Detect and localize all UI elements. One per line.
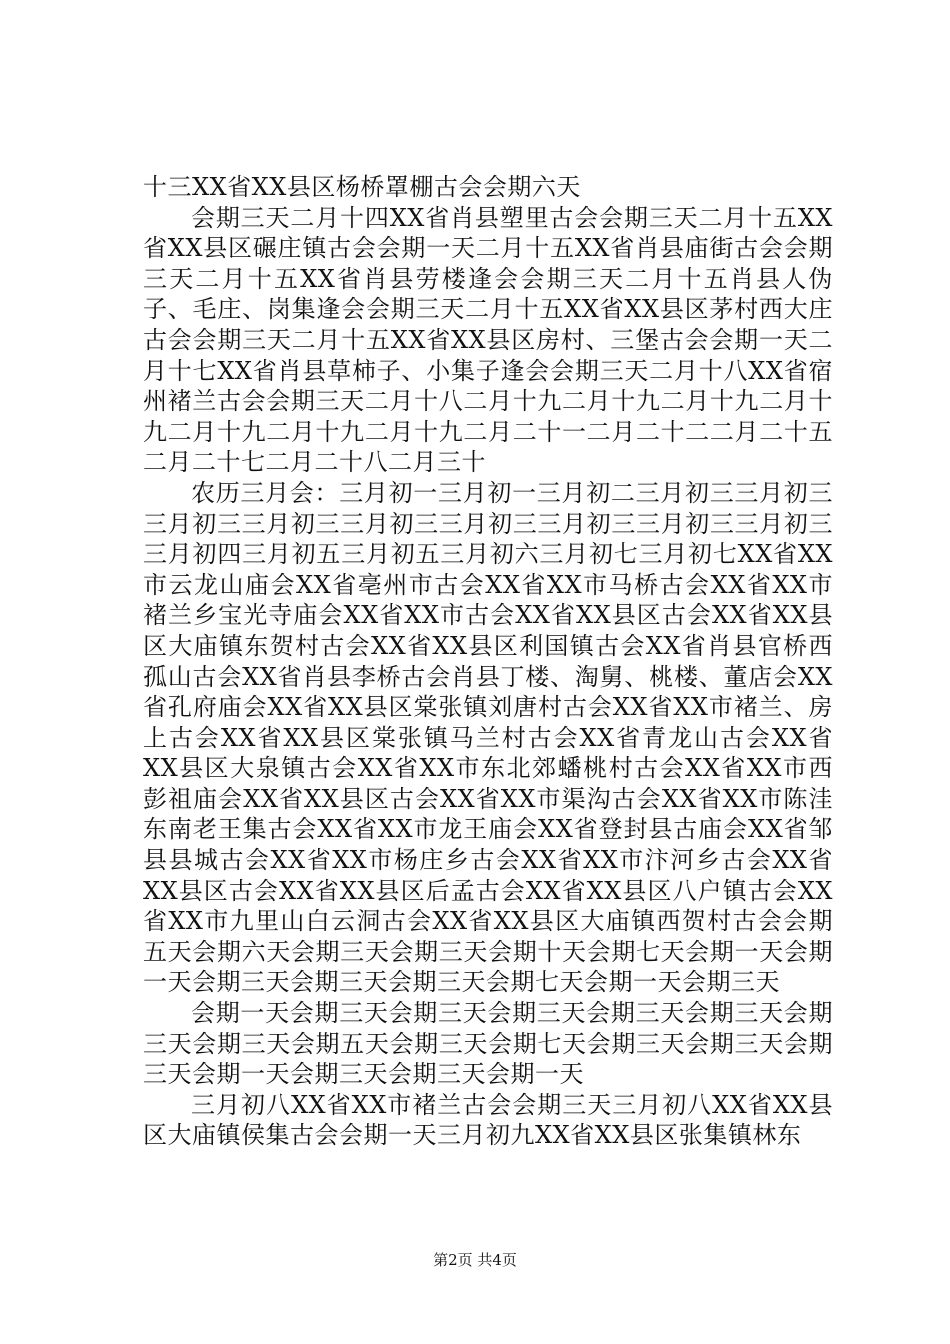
paragraph-5: 三月初八XX省XX市褚兰古会会期三天三月初八XX省XX县区大庙镇侯集古会会期一天三月初九XX省XX县区张集镇林东 — [143, 1090, 833, 1150]
page-number-footer: 第2页 共4页 — [433, 1251, 517, 1269]
paragraph-3: 农历三月会：三月初一三月初一三月初二三月初三三月初三三月初三三月初三三月初三三月初三三月初三三月初三三月初三三月初四三月初五三月初五三月初六三月初七三月初七XX省XX市云龙山庙会XX省亳州市古会XX省XX市马桥古会XX省XX市褚兰乡宝光寺庙会XX省XX市古会XX省XX县区古会XX省XX县区大庙镇东贺村古会XX省XX县区利国镇古会XX省肖县官桥西孤山古会XX省肖县李桥古会肖县丁楼、淘舅、桃楼、董店会XX省孔府庙会XX省XX县区棠张镇刘唐村古会XX省XX市褚兰、房上古会XX省XX县区棠张镇马兰村古会XX省青龙山古会XX省XX县区大泉镇古会XX省XX市东北郊蟠桃村古会XX省XX市西彭祖庙会XX省XX县区古会XX省XX市渠沟古会XX省XX市陈洼东南老王集古会XX省XX市龙王庙会XX省登封县古庙会XX省邹县县城古会XX省XX市杨庄乡古会XX省XX市汴河乡古会XX省XX县区古会XX省XX县区后孟古会XX省XX县区八户镇古会XX省XX市九里山白云洞古会XX省XX县区大庙镇西贺村古会会期五天会期六天会期三天会期三天会期十天会期七天会期一天会期一天会期三天会期三天会期三天会期七天会期一天会期三天 — [143, 478, 833, 997]
paragraph-1: 十三XX省XX县区杨桥罩棚古会会期六天 — [143, 173, 581, 201]
document-body — [143, 172, 833, 1151]
paragraph-4: 会期一天会期三天会期三天会期三天会期三天会期三天会期三天会期三天会期五天会期三天会期七天会期三天会期三天会期三天会期一天会期三天会期三天会期一天 — [143, 999, 833, 1089]
paragraph-2: 会期三天二月十四XX省肖县塑里古会会期三天二月十五XX省XX县区碾庄镇古会会期一天二月十五XX省肖县庙街古会会期三天二月十五XX省肖县劳楼逢会会期三天二月十五肖县人伪子、毛庄、岗集逢会会期三天二月十五XX省XX县区茅村西大庄古会会期三天二月十五XX省XX县区房村、三堡古会会期一天二月十七XX省肖县草柿子、小集子逢会会期三天二月十八XX省宿州褚兰古会会期三天二月十八二月十九二月十九二月十九二月十九二月十九二月十九二月十九二月二十一二月二十二二月二十五二月二十七二月二十八二月三十 — [143, 203, 833, 477]
